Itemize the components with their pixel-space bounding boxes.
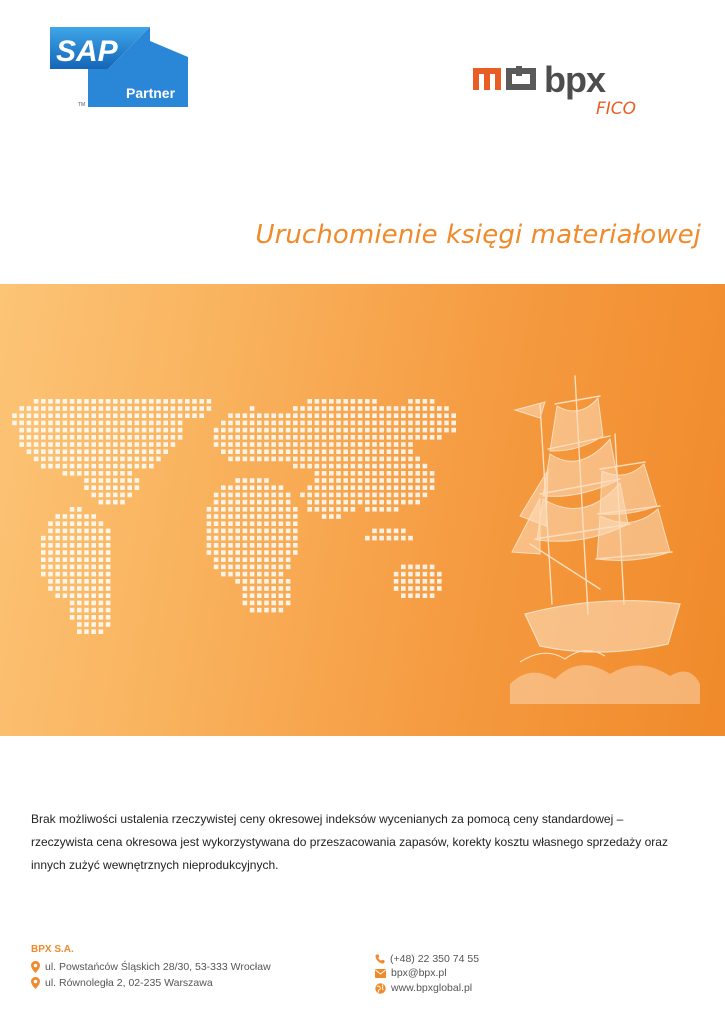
page-title: Uruchomienie księgi materiałowej [255, 220, 701, 250]
description-text: Brak możliwości ustalenia rzeczywistej ceny okresowej indeksów wycenianych za pomocą ceny standardowej – rzeczywista cena okresowa jest wykorzystywana do przeszacowania zapasów, korekty kosztu własnego sprzedaży oraz innych zużyć wewnętrznych nieprodukcyjnych. [31, 812, 668, 872]
envelope-icon [375, 969, 386, 978]
address-wroclaw-text: ul. Powstańców Śląskich 28/30, 53-333 Wrocław [45, 961, 271, 973]
footer-phone [375, 953, 479, 965]
globe-icon [375, 983, 386, 994]
sap-logo-text: SAP [56, 35, 118, 68]
hero-banner [0, 284, 725, 736]
sap-partner-text: Partner [126, 85, 176, 101]
bpx-fico-text: FICO [596, 99, 637, 119]
address-warszawa-text: ul. Równoległa 2, 02-235 Warszawa [45, 977, 213, 989]
sailing-ship-illustration [0, 284, 725, 736]
footer-website [375, 982, 472, 994]
bpx-logo-text: bpx [544, 62, 606, 100]
bpx-fico-logo [470, 62, 660, 122]
email-text[interactable]: bpx@bpx.pl [391, 967, 447, 979]
phone-icon [375, 954, 385, 964]
footer-address-wroclaw [31, 961, 271, 973]
location-pin-icon [31, 961, 40, 973]
location-pin-icon [31, 977, 40, 989]
sap-tm-text: TM [78, 102, 86, 107]
sap-partner-logo [50, 27, 190, 107]
phone-text[interactable]: (+48) 22 350 74 55 [390, 953, 480, 965]
footer-company-name: BPX S.A. [31, 944, 74, 955]
footer-email [375, 967, 447, 979]
website-text[interactable]: www.bpxglobal.pl [391, 982, 473, 994]
footer-address-warszawa [31, 977, 213, 989]
